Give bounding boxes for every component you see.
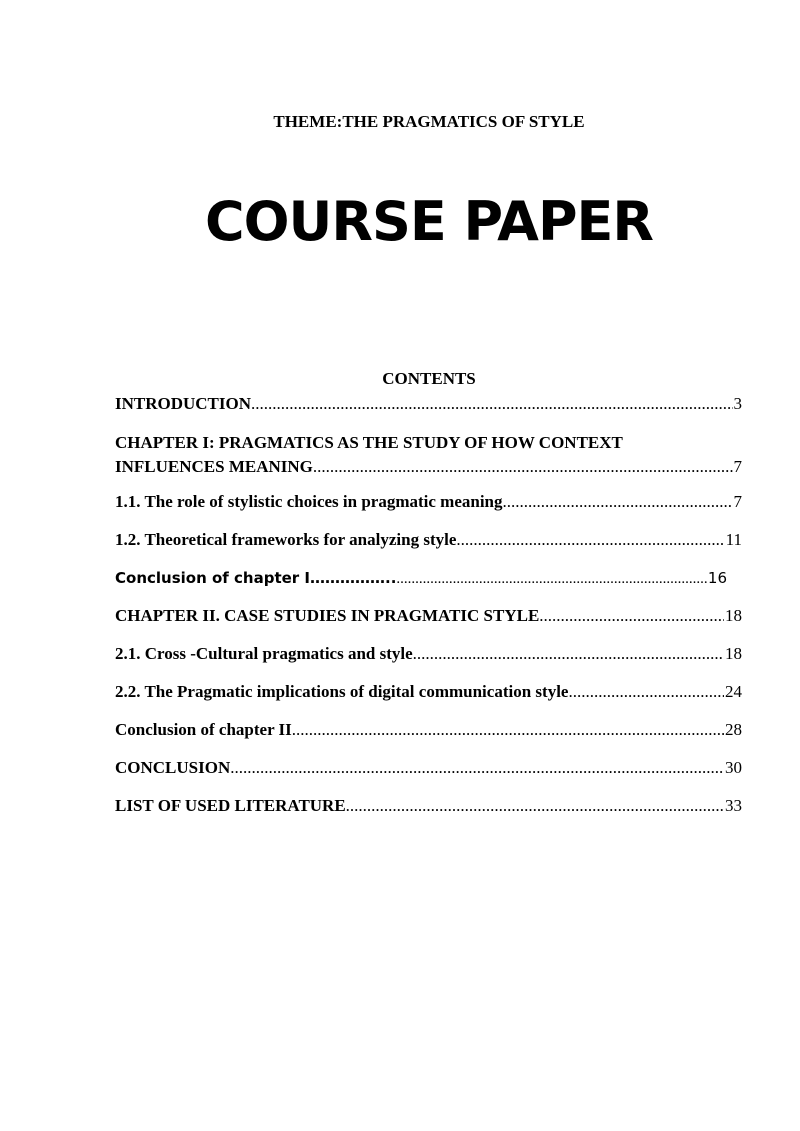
- toc-entry-introduction[interactable]: [115, 393, 742, 415]
- toc-entry-literature[interactable]: [115, 795, 742, 817]
- toc-page-number: 16: [707, 569, 727, 587]
- toc-page-number: 33: [725, 796, 742, 815]
- toc-entry-title: Conclusion of chapter I……………..: [115, 569, 397, 587]
- toc-entry-title-continued: INFLUENCES MEANING: [115, 457, 313, 476]
- toc-entry-section-1-2[interactable]: [115, 529, 742, 551]
- toc-entry-conclusion[interactable]: [115, 757, 742, 779]
- dot-leader: [568, 681, 724, 703]
- dot-leader: [292, 719, 724, 741]
- dot-leader: [413, 643, 724, 665]
- toc-entry-section-1-1[interactable]: [115, 491, 742, 513]
- toc-entry-conclusion-chapter-2[interactable]: [115, 719, 742, 741]
- toc-entry-title: Conclusion of chapter II: [115, 720, 292, 739]
- toc-entry-title: CHAPTER I: PRAGMATICS AS THE STUDY OF HOW CONTEXT: [115, 433, 623, 452]
- toc-page-number: 28: [725, 720, 742, 739]
- toc-page-number: 30: [725, 758, 742, 777]
- toc-page-number: 7: [733, 457, 742, 476]
- toc-entry-title: INTRODUCTION: [115, 394, 252, 413]
- toc-entry-title: 1.1. The role of stylistic choices in pragmatic meaning: [115, 492, 503, 511]
- toc-entry-title: CHAPTER II. CASE STUDIES IN PRAGMATIC STYLE: [115, 606, 540, 625]
- dot-leader: [230, 757, 724, 779]
- toc-entry-section-2-2[interactable]: [115, 681, 742, 703]
- toc-page-number: 7: [733, 492, 742, 511]
- toc-entry-section-2-1[interactable]: [115, 643, 742, 665]
- dot-leader: [396, 567, 707, 590]
- toc-page-number: 18: [725, 606, 742, 625]
- table-of-contents: [115, 393, 742, 833]
- toc-page-number: 3: [733, 394, 742, 413]
- dot-leader: [503, 491, 733, 513]
- toc-entry-title: 1.2. Theoretical frameworks for analyzing style: [115, 530, 457, 549]
- toc-entry-title: CONCLUSION: [115, 758, 231, 777]
- toc-page-number: 18: [725, 644, 742, 663]
- dot-leader: [346, 795, 724, 817]
- toc-entry-conclusion-chapter-1[interactable]: [115, 567, 727, 589]
- document-title: COURSE PAPER: [204, 190, 653, 253]
- dot-leader: [456, 529, 724, 551]
- dot-leader: [539, 605, 724, 627]
- dot-leader: [313, 455, 734, 479]
- toc-page-number: 11: [725, 530, 742, 549]
- toc-page-number: 24: [725, 682, 742, 701]
- toc-entry-title: 2.2. The Pragmatic implications of digital communication style: [115, 682, 569, 701]
- toc-entry-title: LIST OF USED LITERATURE: [115, 796, 346, 815]
- toc-entry-title: 2.1. Cross -Cultural pragmatics and style: [115, 644, 413, 663]
- theme-heading: THEME:THE PRAGMATICS OF STYLE: [273, 112, 585, 131]
- contents-heading: CONTENTS: [382, 369, 476, 388]
- toc-entry-chapter-2[interactable]: [115, 605, 742, 627]
- dot-leader: [251, 393, 732, 415]
- toc-entry-chapter-1[interactable]: [115, 431, 742, 479]
